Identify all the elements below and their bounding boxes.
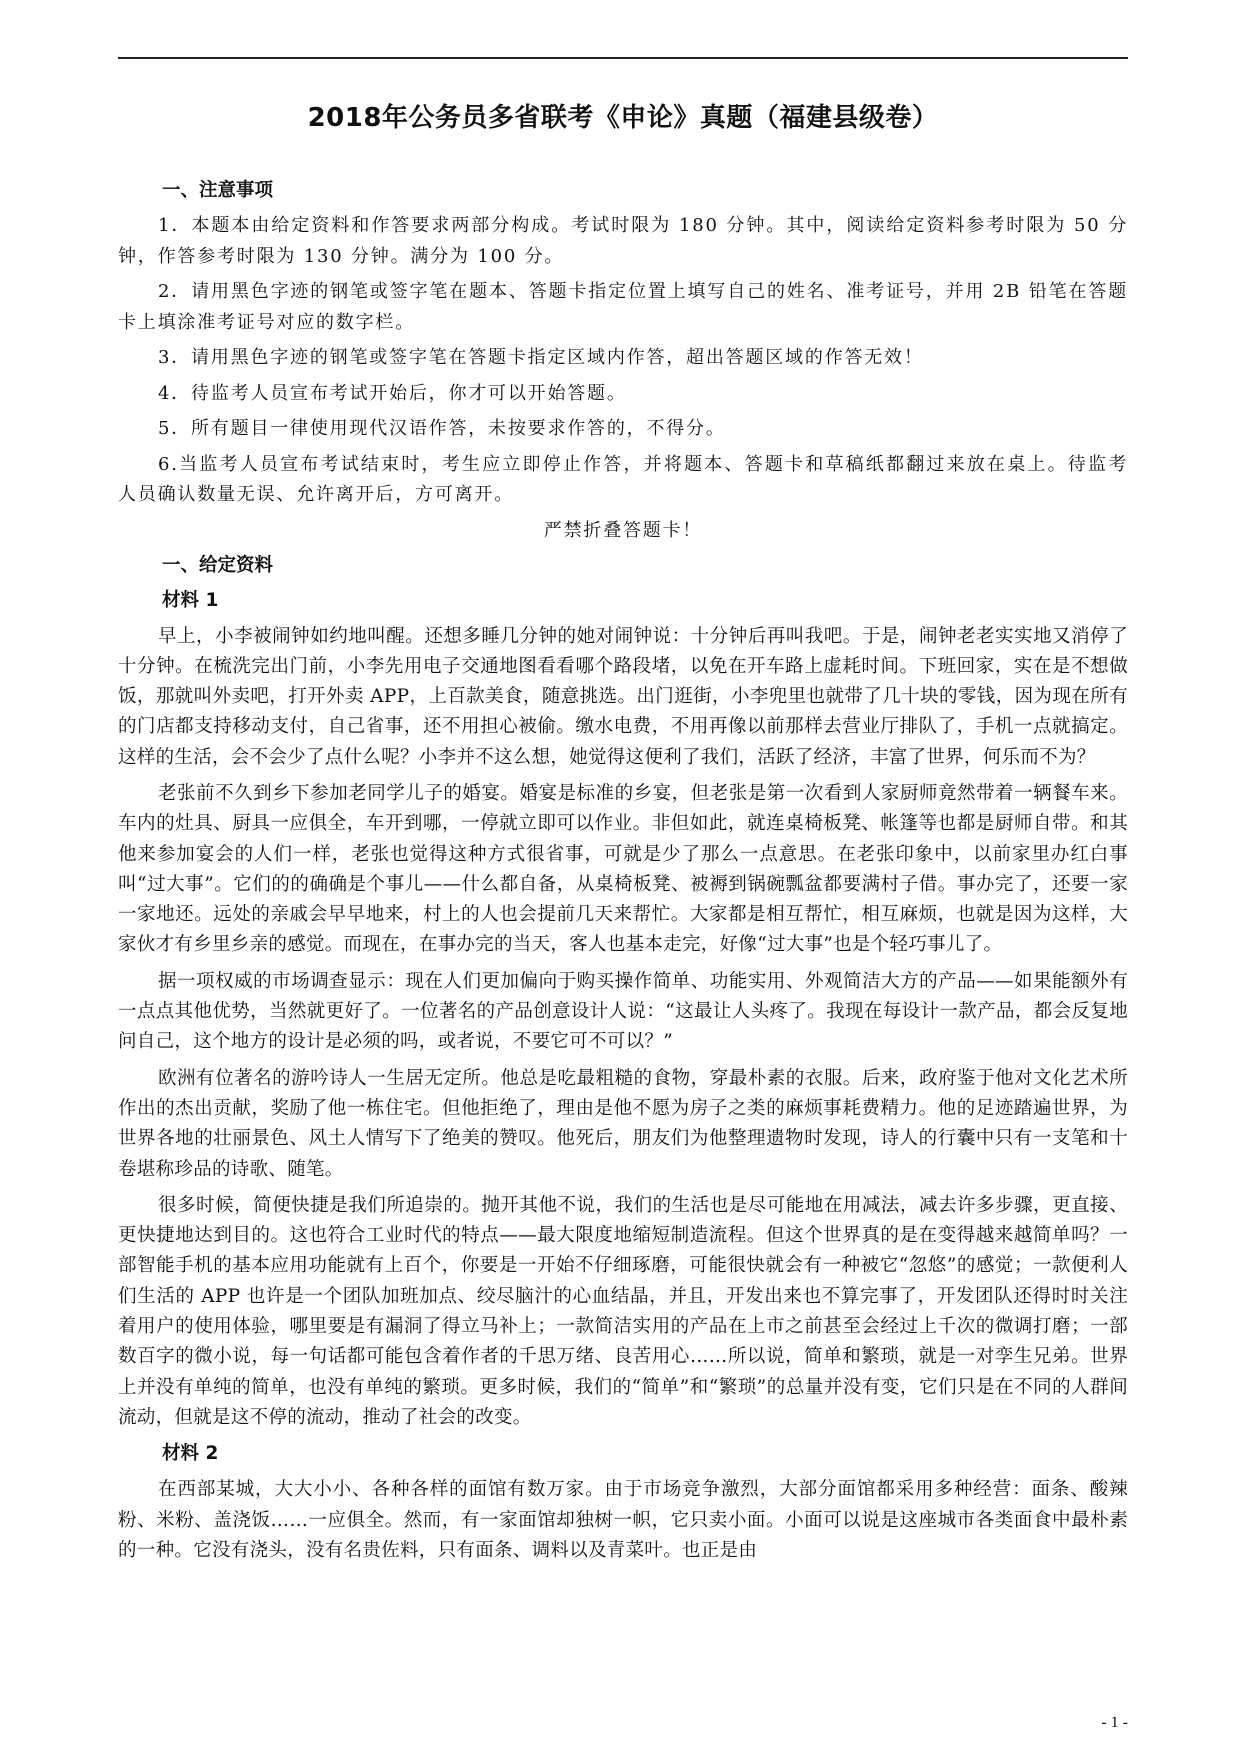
material-1-paragraph-2: 老张前不久到乡下参加老同学儿子的婚宴。婚宴是标准的乡宴，但老张是第一次看到人家厨师竟然带着一辆餐车来。车内的灶具、厨具一应俱全，车开到哪，一停就立即可以作业。非但如此，就连桌椅板凳、帐篷等也都是厨师自带。和其他来参加宴会的人们一样，老张也觉得这种方式很省事，可就是少了那么一点意思。在老张印象中，以前家里办红白事叫“过大事”。它们的的确确是个事儿——什么都自备，从桌椅板凳、被褥到锅碗瓢盆都要满村子借。事办完了，还要一家一家地还。远处的亲戚会早早地来，村上的人也会提前几天来帮忙。大家都是相互帮忙，相互麻烦，也就是因为这样，大家伙才有乡里乡亲的感觉。而现在，在事办完的当天，客人也基本走完，好像“过大事”也是个轻巧事儿了。 bbox=[118, 782, 1128, 956]
notice-item-3: 3．请用黑色字迹的钢笔或签字笔在答题卡指定区域内作答，超出答题区域的作答无效！ bbox=[158, 347, 924, 368]
notice-item-6: 6.当监考人员宣布考试结束时，考生应立即停止作答，并将题本、答题卡和草稿纸都翻过来放在桌上。待监考人员确认数量无误、允许离开后，方可离开。 bbox=[118, 453, 1128, 505]
document-page bbox=[118, 98, 1128, 1572]
materials-heading: 一、给定资料 bbox=[162, 554, 274, 576]
material-1-paragraph-4: 欧洲有位著名的游吟诗人一生居无定所。他总是吃最粗糙的食物，穿最朴素的衣服。后来，政府鉴于他对文化艺术所作出的杰出贡献，奖励了他一栋住宅。但他拒绝了，理由是他不愿为房子之类的麻烦事耗费精力。他的足迹踏遍世界，为世界各地的壮丽景色、风土人情写下了绝美的赞叹。他死后，朋友们为他整理遗物时发现，诗人的行囊中只有一支笔和十卷堪称珍品的诗歌、随笔。 bbox=[118, 1067, 1128, 1180]
material-1-heading: 材料 1 bbox=[162, 589, 219, 611]
notice-item-5: 5．所有题目一律使用现代汉语作答，未按要求作答的，不得分。 bbox=[158, 418, 726, 439]
material-1-paragraph-5: 很多时候，简便快捷是我们所追崇的。抛开其他不说，我们的生活也是尽可能地在用减法，减去许多步骤，更直接、更快捷地达到目的。这也符合工业时代的特点——最大限度地缩短制造流程。但这个世界真的是在变得越来越简单吗？一部智能手机的基本应用功能就有上百个，你要是一开始不仔细琢磨，可能很快就会有一种被它“忽悠”的感觉；一款便利人们生活的 APP 也许是一个团队加班加点、绞尽脑汁的心血结晶，并且，开发出来也不算完事了，开发团队还得时时关注着用户的使用体验，哪里要是有漏洞了得立马补上；一款简洁实用的产品在上市之前甚至会经过上千次的微调打磨；一部数百字的微小说，每一句话都可能包含着作者的千思万绪、良苦用心……所以说，简单和繁琐，就是一对孪生兄弟。世界上并没有单纯的简单，也没有单纯的繁琐。更多时候，我们的“简单”和“繁琐”的总量并没有变，它们只是在不同的人群间流动，但就是这不停的流动，推动了社会的改变。 bbox=[118, 1194, 1128, 1428]
notice-heading: 一、注意事项 bbox=[162, 180, 274, 201]
notice-item-1: 1．本题本由给定资料和作答要求两部分构成。考试时限为 180 分钟。其中，阅读给定资料参考时限为 50 分钟，作答参考时限为 130 分钟。满分为 100 分。 bbox=[118, 215, 1128, 267]
material-2-heading: 材料 2 bbox=[162, 1443, 219, 1465]
notice-item-4: 4．待监考人员宣布考试开始后，你才可以开始答题。 bbox=[158, 382, 627, 404]
material-1-paragraph-1: 早上，小李被闹钟如约地叫醒。还想多睡几分钟的她对闹钟说：十分钟后再叫我吧。于是，闹钟老老实实地又消停了十分钟。在梳洗完出门前，小李先用电子交通地图看看哪个路段堵，以免在开车路上虚耗时间。下班回家，实在是不想做饭，那就叫外卖吧，打开外卖 APP，上百款美食，随意挑选。出门逛街，小李兜里也就带了几十块的零钱，因为现在所有的门店都支持移动支付，自己省事，还不用担心被偷。缴水电费，不用再像以前那样去营业厅排队了，手机一点就搞定。这样的生活，会不会少了点什么呢？小李并不这么想，她觉得这便利了我们，活跃了经济，丰富了世界，何乐而不为？ bbox=[118, 625, 1128, 768]
notice-item-2: 2．请用黑色字迹的钢笔或签字笔在题本、答题卡指定位置上填写自己的姓名、准考证号，并用 2B 铅笔在答题卡上填涂准考证号对应的数字栏。 bbox=[118, 281, 1128, 333]
warning-text: 严禁折叠答题卡！ bbox=[543, 519, 703, 541]
header-rule bbox=[118, 57, 1128, 59]
page-number: - 1 - bbox=[1101, 1714, 1128, 1731]
material-1-paragraph-3: 据一项权威的市场调查显示：现在人们更加偏向于购买操作简单、功能实用、外观简洁大方的产品——如果能额外有一点点其他优势，当然就更好了。一位著名的产品创意设计人说：“这最让人头疼了。我现在每设计一款产品，都会反复地问自己，这个地方的设计是必须的吗，或者说，不要它可不可以？” bbox=[118, 970, 1128, 1053]
material-2-paragraph-1: 在西部某城，大大小小、各种各样的面馆有数万家。由于市场竞争激烈，大部分面馆都采用多种经营：面条、酸辣粉、米粉、盖浇饭……一应俱全。然而，有一家面馆却独树一帜，它只卖小面。小面可以说是这座城市各类面食中最朴素的一种。它没有浇头，没有名贵佐料，只有面条、调料以及青菜叶。也正是由 bbox=[118, 1479, 1128, 1561]
document-title: 2018年公务员多省联考《申论》真题（福建县级卷） bbox=[307, 103, 939, 133]
